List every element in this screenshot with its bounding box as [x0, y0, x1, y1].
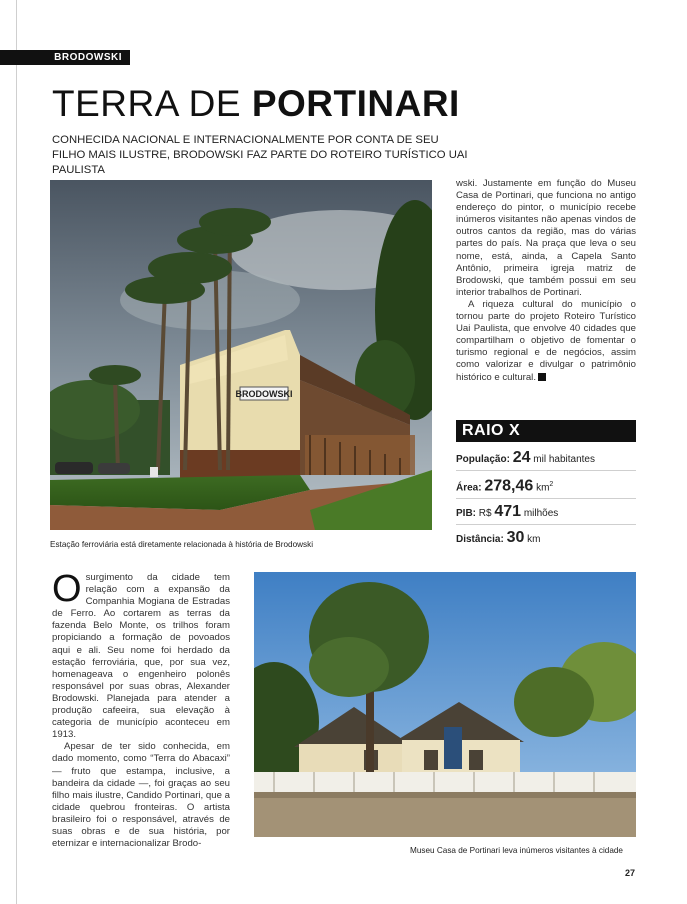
station-caption: Estação ferroviária está diretamente relacionada à história de Brodowski — [50, 540, 314, 549]
drop-cap: O — [52, 568, 82, 610]
left-paragraph-2: Apesar de ter sido conhecida, em dado momento, como “Terra do Abacaxi” — fruto que estampa, inclusive, a bandeira da cidade —, foi graças ao seu filho mais ilustre, Candido Portinari, que a cidade quebrou fronteiras. O artista brasileiro foi o responsável, através de suas obras e de sua história, por eternizar e internacionalizar Brodo- — [52, 741, 230, 850]
page-number: 27 — [624, 868, 635, 878]
left-column-text — [52, 568, 230, 850]
section-tag: BRODOWSKI — [0, 50, 130, 65]
station-sign: BRODOWSKI — [235, 389, 293, 399]
raio-x-area: Área: 278,46 $km^2$ — [456, 472, 636, 499]
museum-caption: Museu Casa de Portinari leva inúmeros visitantes à cidade — [410, 846, 623, 855]
right-column-text — [456, 178, 636, 384]
subtitle: CONHECIDA NACIONAL E INTERNACIONALMENTE POR CONTA DE SEU FILHO MAIS ILUSTRE, BRODOWSKI FAZ PARTE DO ROTEIRO TURÍSTICO UAI PAULISTA — [52, 134, 468, 176]
raio-x-heading: RAIO X — [456, 420, 636, 442]
title-light: TERRA DE — [52, 83, 252, 124]
left-paragraph-1: surgimento da cidade tem relação com a expansão da Companhia Mogiana de Estradas de Ferro. Ao cortarem as terras da fazenda Belo Monte, os trilhos foram propiciando a formação de povoados aqui e ali. Seu nome foi herdado da estação ferroviária, que, por sua vez, homenageava o engenheiro polonês responsável por suas obras, Alexander Brodowski. Planejada para atender a produção cafeeira, sua elevação à categoria de município aconteceu em 1913. — [52, 572, 230, 741]
museum-photo — [254, 572, 636, 837]
margin-rule — [16, 0, 17, 904]
right-paragraph-2: A riqueza cultural do município o tornou parte do projeto Roteiro Turístico Uai Paulista, que envolve 40 cidades que compartilham o objetivo de fomentar o turismo regional e de negócios, assim como valorizar e divulgar o patrimônio histórico e cultural. — [456, 298, 636, 383]
title-bold: PORTINARI — [251, 83, 460, 124]
raio-x-populacao: População: 24 mil habitantes — [456, 446, 636, 471]
right-paragraph-1: wski. Justamente em função do Museu Casa de Portinari, que funciona no antigo endereço do pintor, o município recebe inúmeros visitantes não apenas vindos de outros cantos da região, mas do várias partes do país. Na praça que leva o seu nome, está, ainda, a Capela Santo Antônio, primeira igreja matriz de Brodowski, que também possui em seu interior trabalhos de Portinari. — [456, 178, 636, 298]
raio-x-pib: PIB: R$ 471 milhões — [456, 500, 636, 525]
page-title — [52, 82, 460, 126]
end-mark-icon — [538, 373, 546, 381]
raio-x-distancia: Distância: 30 km — [456, 529, 541, 546]
station-photo — [50, 180, 432, 530]
